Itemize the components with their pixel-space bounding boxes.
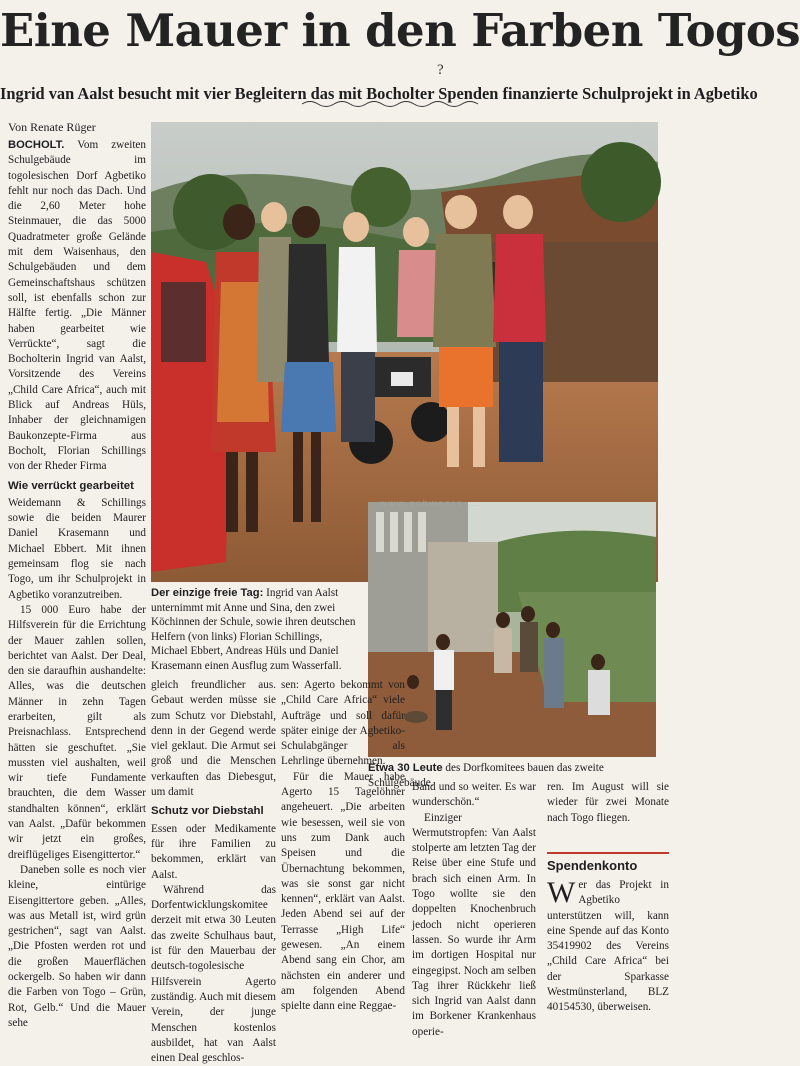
- subhead-wie-verrueckt: Wie verrückt gearbeitet: [8, 479, 134, 492]
- construction-photo: [368, 502, 656, 757]
- handwritten-underline: [302, 99, 482, 109]
- photo2-caption-lead: Etwa 30 Leute: [368, 762, 443, 774]
- col5-paragraph-1: ren. Im August will sie wieder für zwei Monate nach Togo fliegen.: [547, 781, 669, 824]
- col1-paragraph-2: Weidemann & Schillings sowie die beiden Maurer Daniel Krasemann und Michael Ebbert. Mit ihnen gemeinsam flog sie nach Togo, um ihr Schulprojekt in Agbetiko voranzutreiben.: [8, 496, 146, 601]
- byline: Von Renate Rüger: [8, 120, 96, 134]
- donation-box-title: Spendenkonto: [547, 852, 669, 873]
- col1-paragraph-3: 15 000 Euro habe der Hilfsverein für die Errichtung der Mauer zahlen sollen, berichtet van Aalst. Der Deal, den sie daraufhin aushandelte: Alles, was die deutschen Männer in zehn Tagen erarbeiten, gilt als Preisnachlass. Entsprechend hätten sie geschuftet. „Sie mussten viel aushalten, weil wir tiefe Fundamente brauchten, die dem Wasser standhalten können“, erklärt van Aalst. „Dafür bekommen wir jetzt ein großes, dreiflügeliges Eisengittertor.“: [8, 603, 146, 861]
- donation-dropcap: W: [547, 876, 576, 909]
- donation-text: er das Projekt in Agbetiko unterstützen will, kann eine Spende auf das Konto 35419902 des Vereins „Child Care Africa“ bei der Sparkasse Westmünsterland, BLZ 40154530, überweisen.: [547, 879, 669, 1014]
- photo2-caption-text: des Dorfkomitees bauen das zweite Schulgebäude.: [368, 762, 604, 789]
- photo2-watermark: www.schweers-...: [380, 498, 483, 508]
- subheadline: Ingrid van Aalst besucht mit vier Begleitern das mit Bocholter Spenden finanzierte Schulprojekt in Agbetiko: [0, 84, 758, 103]
- col1-paragraph-4: Daneben solle es noch vier kleine, eintürige Eisengittertore geben. „Alles, was aus Metall ist, wird grün gestrichen“, sagt van Aalst. „Die Pfosten werden rot und die großen Mauerflächen ockergelb. So haben wir dann die Farben von Togo – Grün, Rot, Gelb.“ Und die Mauer sehe: [8, 863, 146, 1029]
- photo1-caption: [151, 586, 361, 674]
- dateline: BOCHOLT.: [8, 139, 65, 151]
- photo1-caption-text: Ingrid van Aalst unternimmt mit Anne und Sina, den zwei Köchinnen der Schule, sowie ihren deutschen Helfern (von links) Florian Schillings, Michael Ebbert, Andreas Hüls und Daniel Krasemann einen Ausflug zum Wasserfall.: [151, 587, 356, 672]
- donation-box-body: [547, 878, 669, 1016]
- text-column-3: [281, 678, 405, 1024]
- col4-paragraph-1: Band und so weiter. Es war wunderschön.“: [412, 781, 536, 809]
- col1-paragraph-1: Vom zweiten Schulgebäude im togolesischen Dorf Agbetiko fehlt nur noch das Dach. Und die 2,60 Meter hohe Steinmauer, die das 5000 Quadratmeter große Gelände mit dem Waisenhaus, den Schulgebäuden und dem Gemeinschaftshaus schützen soll, ist ebenfalls schon zur Hälfte fertig. „Die Männer haben gearbeitet wie Verrückte“, sagt die Bocholterin Ingrid van Aalst, Vorsitzende des Vereins „Child Care Africa“, auch mit Blick auf Andreas Hüls, Inhaber der gleichnamigen Baukonzepte-Firma aus Bocholt, Florian Schillings von der Rheder Firma: [8, 139, 146, 473]
- text-column-2: [151, 678, 276, 1065]
- photo1-caption-lead: Der einzige freie Tag:: [151, 587, 264, 599]
- text-column-4: [412, 780, 536, 1038]
- text-column-5: [547, 780, 669, 840]
- col3-paragraph-1: sen: Agerto bekommt von „Child Care Africa“ viele Aufträge und soll dafür später einige der Agbetiko-Schulabgänger als Lehrlinge übernehmen.: [281, 679, 405, 768]
- handwritten-question-mark: ?: [437, 62, 444, 78]
- col2-paragraph-1: gleich freundlicher aus. Gebaut werden müsse sie zum Schutz vor Diebstahl, denn in der Gegend werde viel geklaut. Die Armut sei groß und die Menschen verkauften das Diebesgut, um damit: [151, 679, 276, 799]
- subhead-schutz-diebstahl: Schutz vor Diebstahl: [151, 805, 264, 818]
- text-column-1: [8, 138, 146, 1029]
- col2-paragraph-3: Während das Dorfentwicklungskomitee derzeit mit etwa 30 Leuten das zweite Schulhaus baut, ist für den Mauerbau der deutsch-togolesische Hilfsverein Agerto zuständig. Auch mit diesem Verein, der junge Menschen kostenlos ausbildet, hat van Aalst einen Deal geschlos-: [151, 883, 276, 1065]
- headline: Eine Mauer in den Farben Togos: [0, 4, 800, 57]
- col4-paragraph-2: Einziger Wermutstropfen: Van Aalst stolperte am letzten Tag der Reise über eine Stufe und brach sich einen Arm. In Togo wollte sie den doppelten Knochenbruch jedoch nicht operieren lassen. So wurde ihr Arm im dortigen Hospital nur eingegipst. Noch am selben Tag ihrer Rückkehr ließ sich Ingrid van Aalst dann im Borkener Krankenhaus operie-: [412, 811, 536, 1038]
- col3-paragraph-2: Für die Mauer habe Agerto 15 Tagelöhner angeheuert. „Die arbeiten wie besessen, weil sie von uns zum Dank auch Speisen und die Übernachtung bekommen, was sie sonst gar nicht kennen“, erklärt van Aalst. Jeden Abend sei auf der Terrasse „High Life“ gewesen. „An einem Abend sang ein Chor, am nächsten ein anderer und am folgenden Abend spielte dann eine Reggae-: [281, 770, 405, 1013]
- col2-paragraph-2: Essen oder Medikamente für ihre Familien zu bekommen, erklärt van Aalst.: [151, 822, 276, 881]
